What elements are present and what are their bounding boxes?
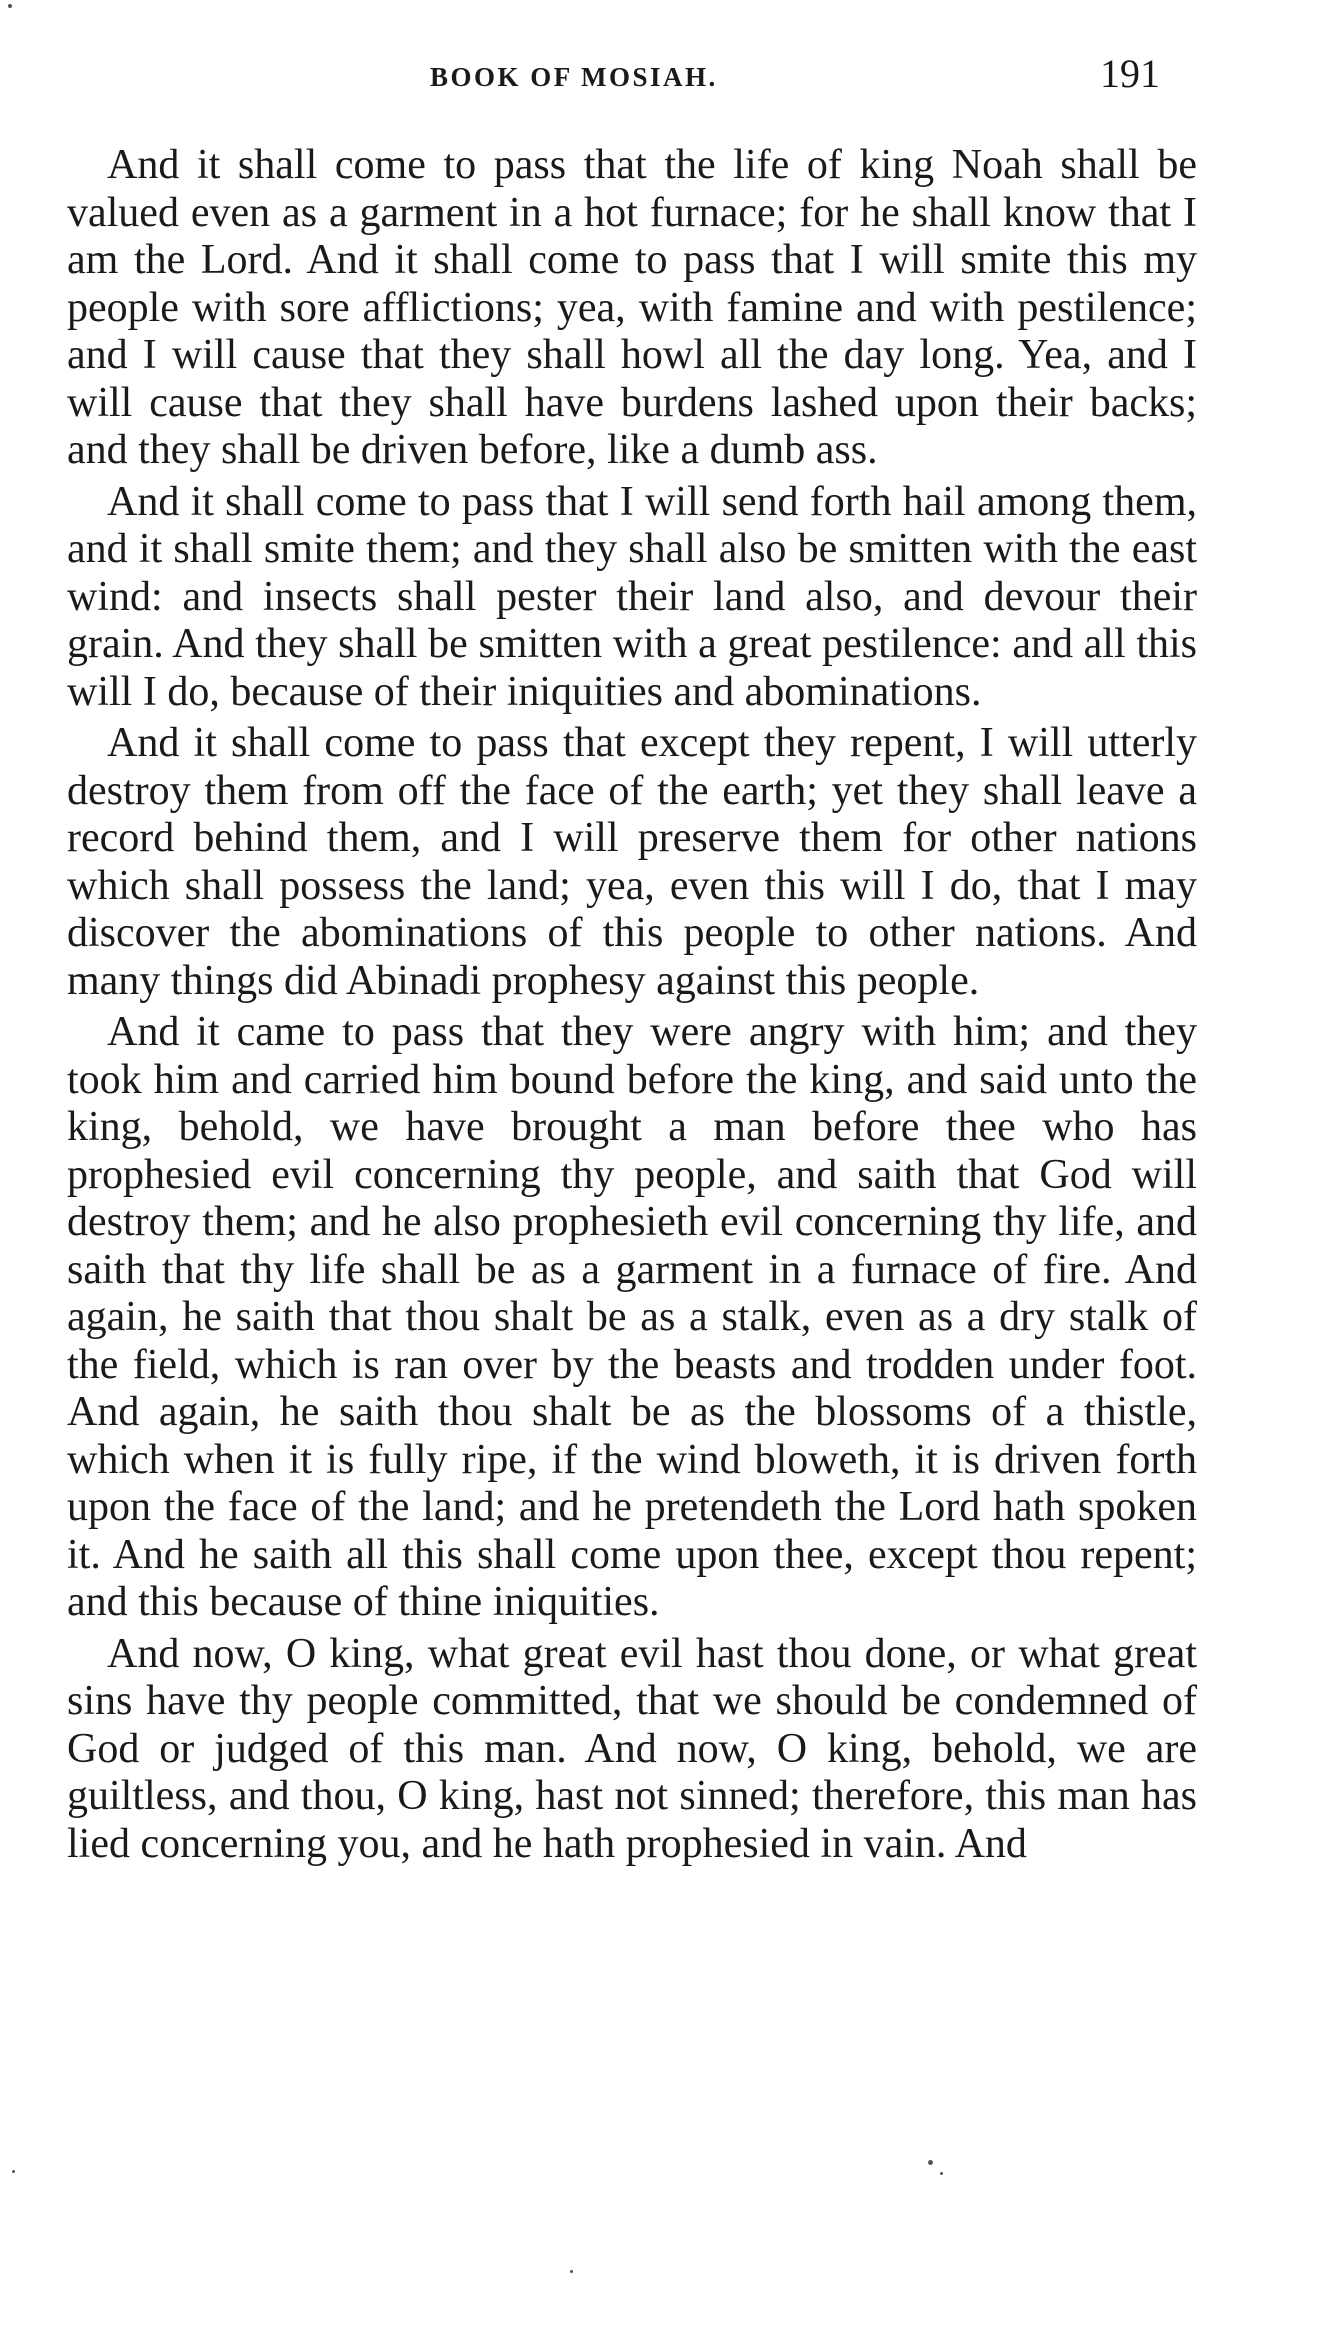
page-number: 191 (1100, 51, 1160, 96)
print-speck (928, 2160, 933, 2165)
paragraph-5: And now, O king, what great evil hast thou done, or what great sins have thy people committed, that we should be condemned of God or judged of this man. And now, O king, behold, we are guiltless, and thou, O king, hast not sinned; therefore, this man has lied concerning you, and he hath prophesied in vain. And (67, 1630, 1197, 1867)
print-speck (940, 2172, 943, 2175)
print-speck (12, 2170, 15, 2173)
paragraph-3: And it shall come to pass that except they repent, I will utterly destroy them from off the face of the earth; yet they shall leave a record behind them, and I will preserve them for other nations which shall possess the land; yea, even this will I do, that I may discover the abominations of this people to other nations. And many things did Abinadi prophesy against this people. (67, 720, 1197, 1004)
running-title: BOOK OF MOSIAH. (430, 62, 718, 92)
body-text (67, 142, 1197, 1872)
paragraph-4: And it came to pass that they were angry with him; and they took him and carried him bound before the king, and said unto the king, behold, we have brought a man before thee who has prophesied evil concerning thy people, and saith that God will destroy them; and he also prophesieth evil concerning thy life, and saith that thy life shall be as a garment in a furnace of fire. And again, he saith that thou shalt be as a stalk, even as a dry stalk of the field, which is ran over by the beasts and trodden under foot. And again, he saith thou shalt be as the blossoms of a thistle, which when it is fully ripe, if the wind bloweth, it is driven forth upon the face of the land; and he pretendeth the Lord hath spoken it. And he saith all this shall come upon thee, except thou repent; and this because of thine iniquities. (67, 1009, 1197, 1625)
print-speck (570, 2270, 573, 2273)
running-head (0, 44, 1343, 104)
paragraph-1: And it shall come to pass that the life of king Noah shall be valued even as a garment in a hot furnace; for he shall know that I am the Lord. And it shall come to pass that I will smite this my people with sore afflictions; yea, with famine and with pestilence; and I will cause that they shall howl all the day long. Yea, and I will cause that they shall have burdens lashed upon their backs; and they shall be driven before, like a dumb ass. (67, 142, 1197, 473)
paragraph-2: And it shall come to pass that I will send forth hail among them, and it shall smite them; and they shall also be smitten with the east wind: and insects shall pester their land also, and devour their grain. And they shall be smitten with a great pestilence: and all this will I do, because of their iniquities and abominations. (67, 478, 1197, 715)
print-speck (8, 4, 12, 8)
